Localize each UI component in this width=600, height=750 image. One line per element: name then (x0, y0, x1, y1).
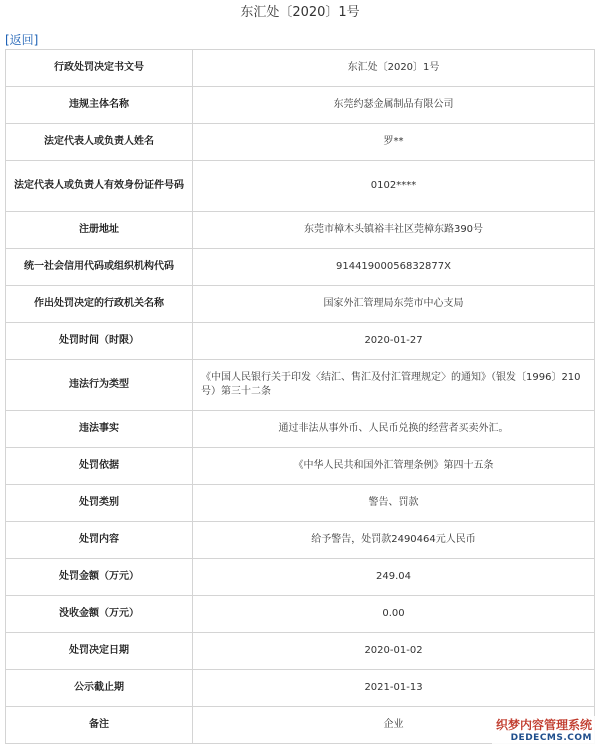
table-row (6, 485, 595, 522)
row-value: 东莞市樟木头镇裕丰社区莞樟东路390号 (193, 212, 595, 249)
table-row (6, 50, 595, 87)
row-value: 东莞约瑟金属制品有限公司 (193, 87, 595, 124)
row-label: 注册地址 (6, 212, 193, 249)
penalty-decision-table (5, 49, 595, 744)
row-value: 2020-01-02 (193, 633, 595, 670)
row-label: 作出处罚决定的行政机关名称 (6, 286, 193, 323)
row-label: 没收金额（万元） (6, 596, 193, 633)
row-label: 处罚决定日期 (6, 633, 193, 670)
table-row (6, 161, 595, 212)
row-label: 处罚依据 (6, 448, 193, 485)
row-value: 249.04 (193, 559, 595, 596)
watermark-line1: 织梦内容管理系统 (495, 718, 592, 732)
row-label: 处罚时间（时限） (6, 323, 193, 360)
table-row (6, 286, 595, 323)
row-value: 0.00 (193, 596, 595, 633)
table-row (6, 596, 595, 633)
row-value: 2021-01-13 (193, 670, 595, 707)
row-value: 企业 (193, 707, 595, 744)
row-label: 违法行为类型 (6, 360, 193, 411)
row-label: 违法事实 (6, 411, 193, 448)
table-row (6, 249, 595, 286)
row-value: 2020-01-27 (193, 323, 595, 360)
row-value: 国家外汇管理局东莞市中心支局 (193, 286, 595, 323)
row-value: 《中国人民银行关于印发〈结汇、售汇及付汇管理规定〉的通知》（银发〔1996〕210号）第三十二条 (193, 360, 595, 411)
row-value: 警告、罚款 (193, 485, 595, 522)
table-row (6, 323, 595, 360)
row-label: 处罚金额（万元） (6, 559, 193, 596)
page-title: 东汇处〔2020〕1号 (240, 5, 360, 20)
row-label: 行政处罚决定书文号 (6, 50, 193, 87)
table-row (6, 559, 595, 596)
table-row (6, 360, 595, 411)
table-row (6, 411, 595, 448)
table-row (6, 522, 595, 559)
row-label: 公示截止期 (6, 670, 193, 707)
row-value: 通过非法从事外币、人民币兑换的经营者买卖外汇。 (193, 411, 595, 448)
watermark-logo (492, 716, 596, 746)
row-value: 91441900056832877X (193, 249, 595, 286)
table-row (6, 633, 595, 670)
table-row (6, 448, 595, 485)
table-row (6, 87, 595, 124)
row-label: 处罚内容 (6, 522, 193, 559)
row-label: 统一社会信用代码或组织机构代码 (6, 249, 193, 286)
row-value: 罗** (193, 124, 595, 161)
row-label: 法定代表人或负责人姓名 (6, 124, 193, 161)
table-row (6, 670, 595, 707)
row-value: 东汇处〔2020〕1号 (193, 50, 595, 87)
row-value: 《中华人民共和国外汇管理条例》第四十五条 (193, 448, 595, 485)
row-value: 0102**** (193, 161, 595, 212)
back-link[interactable]: [返回] (5, 33, 39, 47)
row-label: 违规主体名称 (6, 87, 193, 124)
row-label: 法定代表人或负责人有效身份证件号码 (6, 161, 193, 212)
row-value: 给予警告，处罚款2490464元人民币 (193, 522, 595, 559)
row-label: 备注 (6, 707, 193, 744)
row-label: 处罚类别 (6, 485, 193, 522)
table-row (6, 124, 595, 161)
table-row (6, 212, 595, 249)
watermark-line2: DEDECMS.COM (510, 733, 592, 743)
